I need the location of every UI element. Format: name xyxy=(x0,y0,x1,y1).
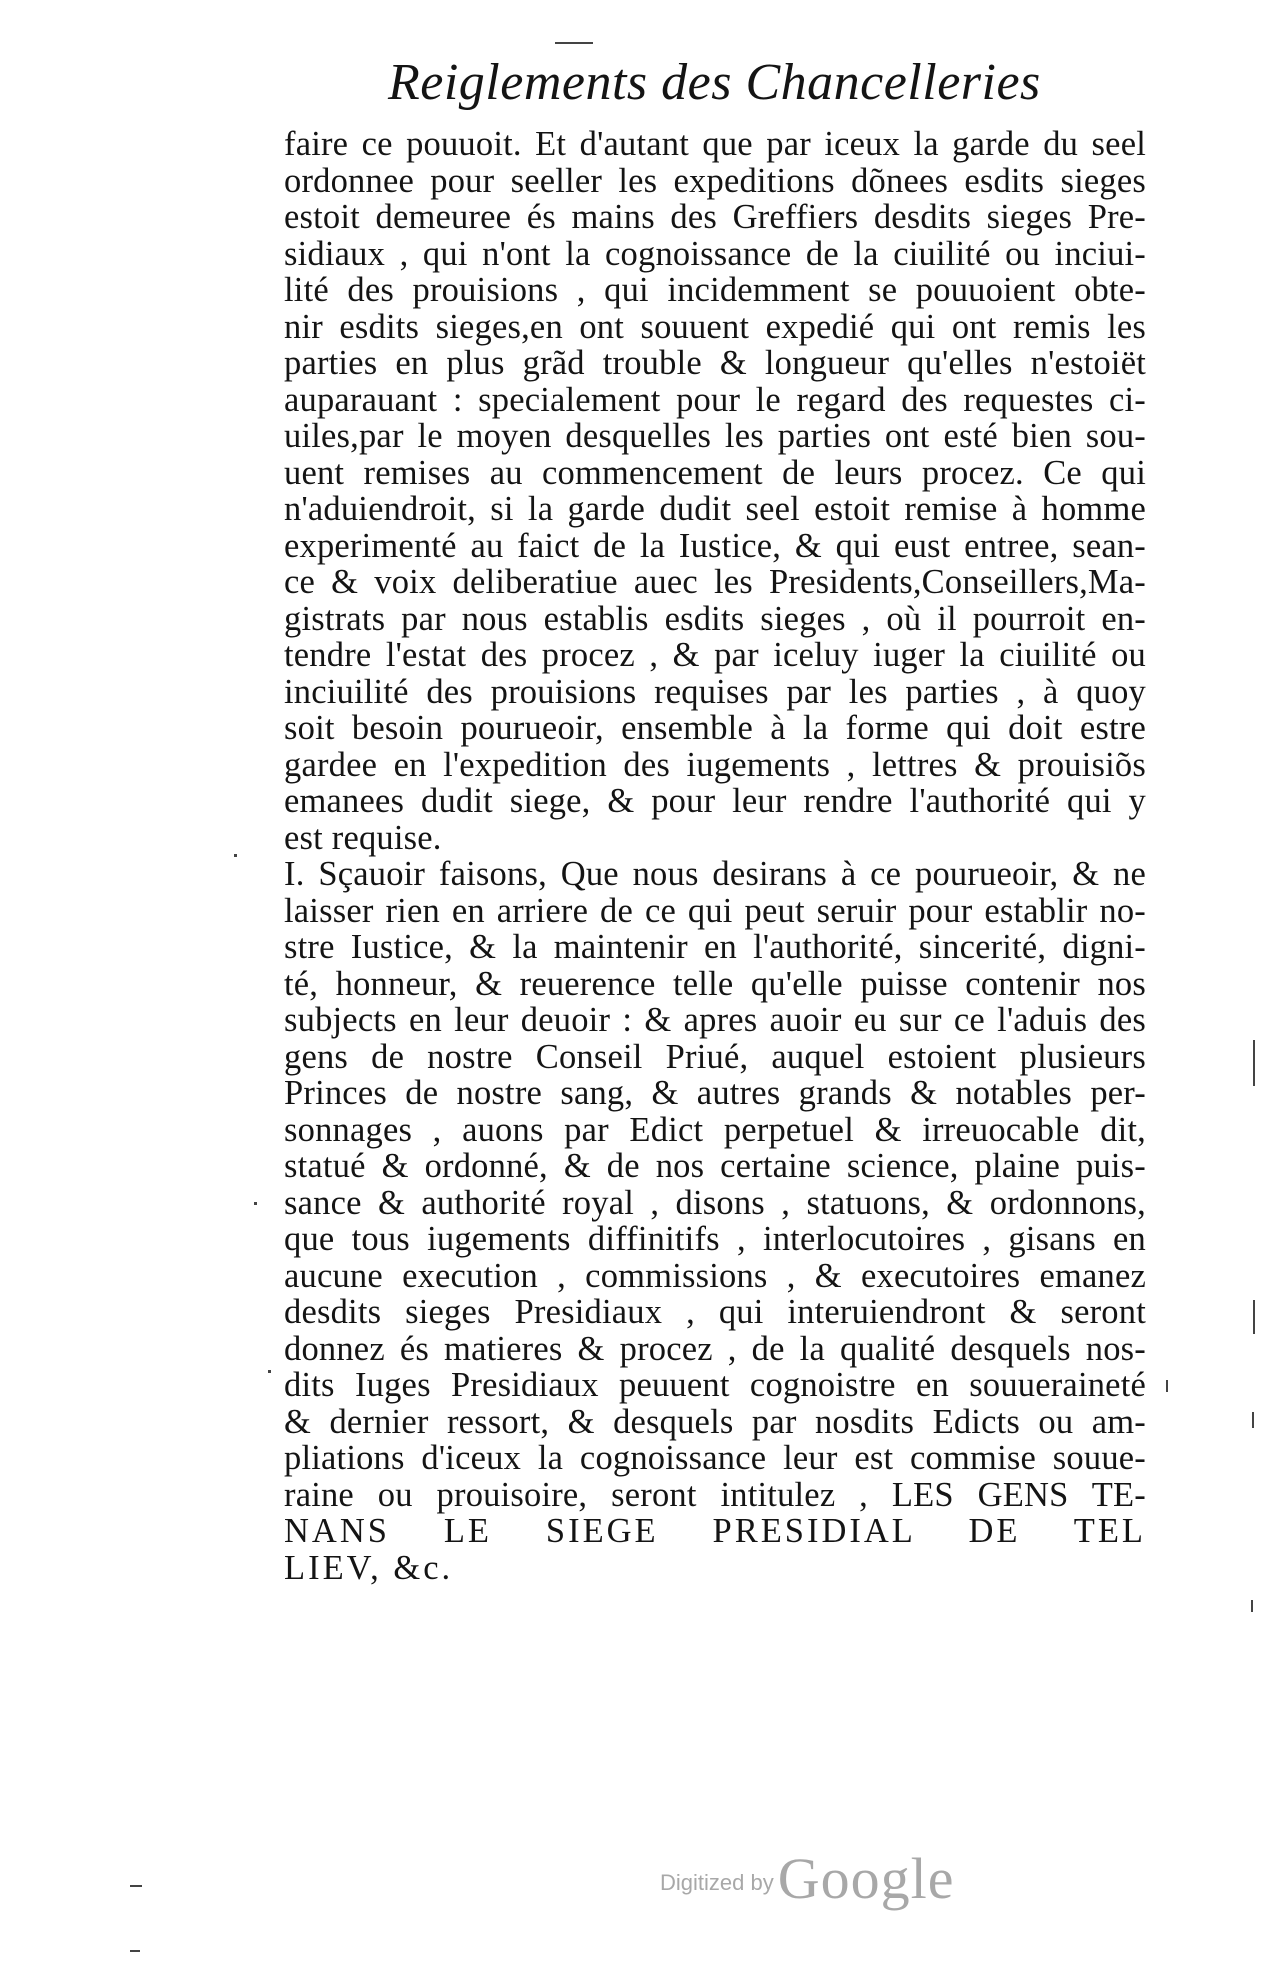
text-line: té, honneur, & reuerence telle qu'elle puisse contenir nos xyxy=(284,964,1146,1003)
text-line: aucune execution , commissions , & executoires emanez xyxy=(284,1256,1146,1295)
text-line: desdits sieges Presidiaux , qui interuiendront & seront xyxy=(284,1293,1146,1331)
text-line: experimenté au faict de la Iustice, & qui eust entree, sean- xyxy=(284,526,1146,565)
text-line: Princes de nostre sang, & autres grands & notables per- xyxy=(284,1074,1146,1112)
text-line: tendre l'estat des procez , & par iceluy iuger la ciuilité ou xyxy=(284,636,1146,674)
text-line: pliations d'iceux la cognoissance leur est commise souue- xyxy=(284,1439,1146,1477)
text-line: sidiaux , qui n'ont la cognoissance de la ciuilité ou inciui- xyxy=(284,234,1146,273)
text-line: sonnages , auons par Edict perpetuel & irreuocable dit, xyxy=(284,1110,1146,1149)
text-line: faire ce pouuoit. Et d'autant que par iceux la garde du seel xyxy=(284,125,1146,163)
text-line: est requise. xyxy=(284,818,442,857)
text-line: parties en plus grãd trouble & longueur qu'elles n'estoiët xyxy=(284,344,1146,382)
scan-artifact xyxy=(130,1950,140,1952)
digitized-by-google-watermark xyxy=(660,1845,990,1915)
text-line: uent remises au commencement de leurs procez. Ce qui xyxy=(284,453,1146,492)
scan-artifact xyxy=(268,1370,271,1373)
scan-artifact xyxy=(1253,1300,1255,1334)
scan-artifact xyxy=(130,1885,142,1887)
watermark-small-text: Digitized by xyxy=(660,1870,774,1895)
text-line: ordonnee pour seeller les expeditions dõnees esdits sieges xyxy=(284,161,1146,200)
article-1-first-line: I. Sçauoir faisons, Que nous desirans à ce pourueoir, & ne xyxy=(284,855,1146,893)
text-line: & dernier ressort, & desquels par nosdits Edicts ou am- xyxy=(284,1402,1146,1441)
text-line: lité des prouisions , qui incidemment se pouuoient obte- xyxy=(284,271,1146,309)
text-line: gardee en l'expedition des iugements , lettres & prouisiõs xyxy=(284,745,1146,784)
text-line: emanees dudit siege, & pour leur rendre l'authorité qui y xyxy=(284,782,1146,820)
text-line: LIEV, &c. xyxy=(284,1548,454,1587)
running-title: Reiglements des Chancelleries xyxy=(388,54,1041,111)
scan-artifact xyxy=(1252,1412,1254,1428)
scan-artifact xyxy=(234,854,237,857)
text-line: subjects en leur deuoir : & apres auoir eu sur ce l'aduis des xyxy=(284,1001,1146,1039)
text-line: auparauant : specialement pour le regard des requestes ci- xyxy=(284,380,1146,419)
text-line: gens de nostre Conseil Priué, auquel estoient plusieurs xyxy=(284,1037,1146,1076)
text-line: statué & ordonné, & de nos certaine science, plaine puis- xyxy=(284,1147,1146,1185)
text-line: ce & voix deliberatiue auec les Presidents,Conseillers,Ma- xyxy=(284,563,1146,601)
text-line: soit besoin pourueoir, ensemble à la forme qui doit estre xyxy=(284,709,1146,747)
text-line: que tous iugements diffinitifs , interlocutoires , gisans en xyxy=(284,1220,1146,1258)
scan-artifact xyxy=(555,42,593,44)
text-line: uiles,par le moyen desquelles les parties ont esté bien sou- xyxy=(284,417,1146,455)
text-line: laisser rien en arriere de ce qui peut seruir pour establir no- xyxy=(284,891,1146,930)
text-line: gistrats par nous establis esdits sieges , où il pourroit en- xyxy=(284,599,1146,638)
text-line: donnez és matieres & procez , de la qualité desquels nos- xyxy=(284,1329,1146,1368)
scan-artifact xyxy=(1253,1040,1255,1086)
text-line: raine ou prouisoire, seront intitulez , LES GENS TE- xyxy=(284,1475,1146,1514)
watermark-logo-text: Google xyxy=(777,1846,955,1911)
text-line: n'aduiendroit, si la garde dudit seel estoit remise à homme xyxy=(284,490,1146,528)
text-line: estoit demeuree és mains des Greffiers desdits sieges Pre- xyxy=(284,198,1146,236)
text-line: inciuilité des prouisions requises par les parties , à quoy xyxy=(284,672,1146,711)
text-line: dits Iuges Presidiaux peuuent cognoistre en souueraineté xyxy=(284,1366,1146,1404)
scan-artifact xyxy=(1166,1380,1168,1392)
scan-artifact xyxy=(254,1202,257,1205)
text-line: nir esdits sieges,en ont souuent expedié qui ont remis les xyxy=(284,307,1146,346)
body-text xyxy=(284,126,1146,1586)
text-line: sance & authorité royal , disons , statuons, & ordonnons, xyxy=(284,1183,1146,1222)
scan-artifact xyxy=(1251,1600,1253,1612)
text-line: NANS LE SIEGE PRESIDIAL DE TEL xyxy=(284,1512,1146,1550)
text-line: stre Iustice, & la maintenir en l'authorité, sincerité, digni- xyxy=(284,928,1146,966)
